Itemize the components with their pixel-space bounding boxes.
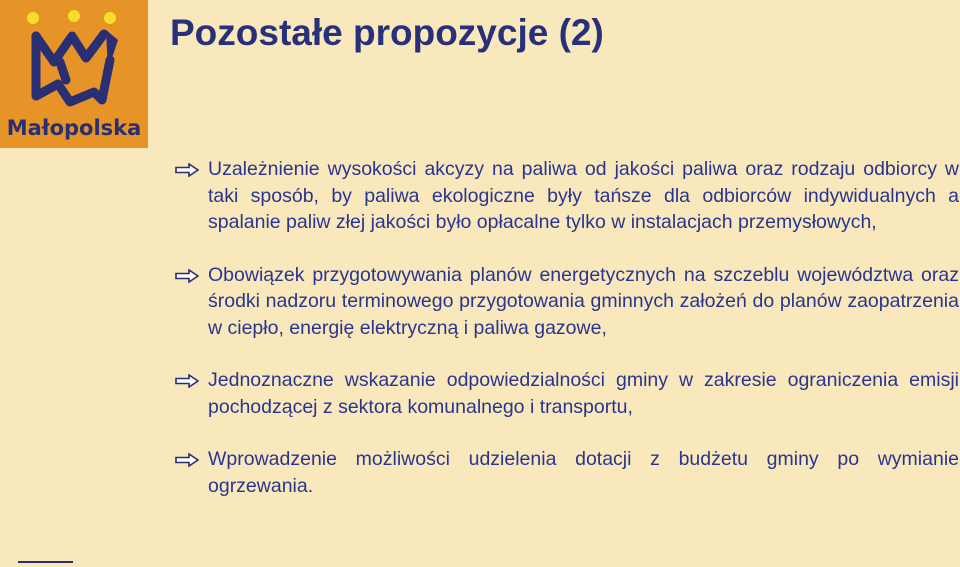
bullet-item-3 [175,367,959,420]
malopolska-logo [0,0,148,148]
footer-rule [18,561,73,563]
page-title: Pozostałe propozycje (2) [170,12,604,53]
arrow-icon [175,269,199,283]
bullet-item-1 [175,156,959,236]
bullet-text-1: Uzależnienie wysokości akcyzy na paliwa od jakości paliwa oraz rodzaju odbiorcy w taki sposób, by paliwa ekologiczne były tańsze dla odbiorców indywidualnych a spalanie paliw złej jakości było opłacalne tylko w instalacjach przemysłowych, [208,158,959,233]
crown-icon [0,0,148,116]
arrow-icon [175,374,199,388]
arrow-icon [175,163,199,177]
bullet-item-4 [175,446,959,499]
bullet-text-3: Jednoznaczne wskazanie odpowiedzialności gminy w zakresie ograniczenia emisji pochodzącej z sektora komunalnego i transportu, [208,369,959,418]
bullet-text-2: Obowiązek przygotowywania planów energetycznych na szczeblu województwa oraz środki nadzoru terminowego przygotowania gminnych założeń do planów zaopatrzenia w ciepło, energię elektryczną i paliwa gazowe, [208,263,959,339]
bullet-list [175,156,959,499]
star-icons [27,10,116,24]
bullet-item-2 [175,262,959,342]
arrow-icon [175,453,199,467]
bullet-text-4: Wprowadzenie możliwości udzielenia dotacji z budżetu gminy po wymianie ogrzewania. [208,448,959,497]
logo-text: Małopolska [6,116,142,140]
